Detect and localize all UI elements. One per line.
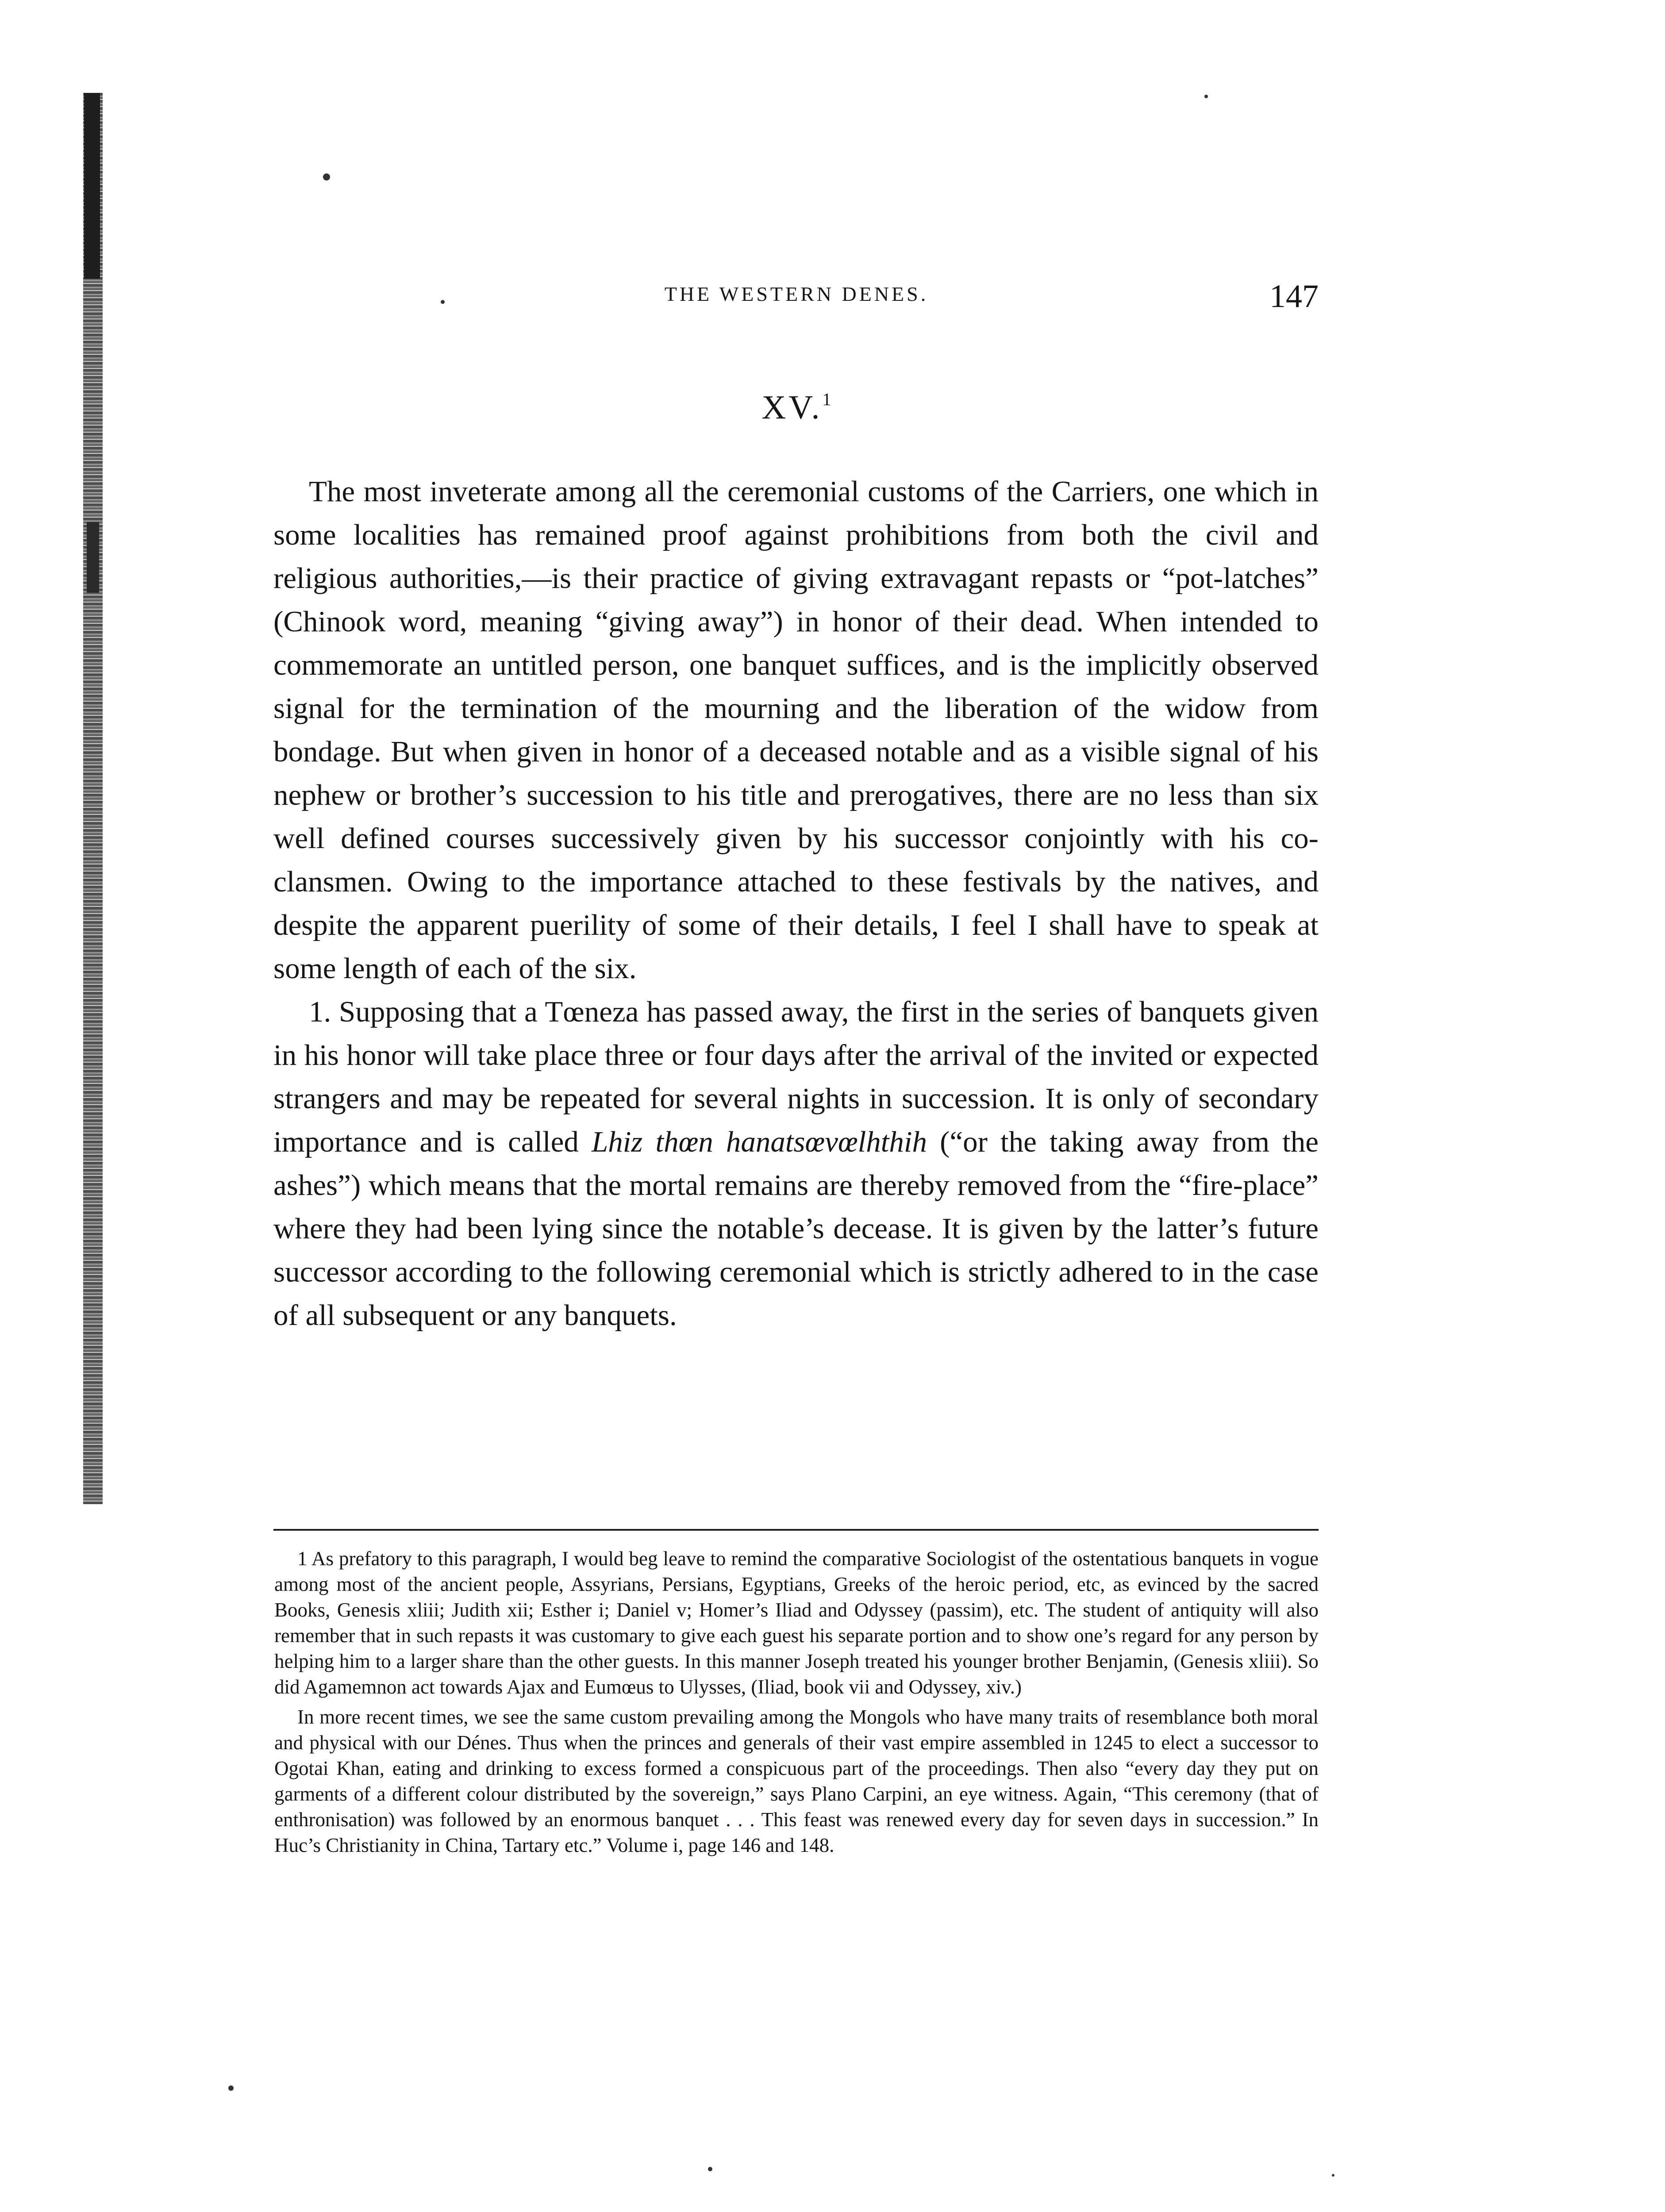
footnote-continuation: In more recent times, we see the same custom prevailing among the Mongols who have many traits of resemblance both moral and physical with our Dénes. Thus when the princes and generals of their vast empire assembled in 1245 to elect a successor to Ogotai Khan, eating and drinking to excess formed a conspicuous part of the proceedings. Then also “every day they put on garments of a different colour distributed by the sovereign,” says Plano Carpini, an eye witness. Again, “This ceremony (that of enthronisation) was followed by an enormous banquet . . . This feast was renewed every day for seven days in succession.” In Huc’s Christianity in China, Tartary etc.” Volume i, page 146 and 148. xyxy=(274,1706,1319,1856)
body-text xyxy=(273,470,1319,1337)
scan-speck xyxy=(228,2085,234,2091)
scan-speck xyxy=(1204,95,1208,98)
section-heading xyxy=(274,388,1319,427)
page-number: 147 xyxy=(1269,278,1319,315)
section-number: XV. xyxy=(761,389,823,426)
scan-speck xyxy=(708,2167,712,2171)
paragraph: The most inveterate among all the ceremonial customs of the Carriers, one which in some localities has remained proof against prohibitions from both the civil and religious authorities,—is their practice of giving extravagant repasts or “pot-latches” (Chinook word, meaning “giving away”) in honor of their dead. When intended to commemorate an untitled person, one banquet suffices, and is the implicitly observed signal for the termination of the mourning and the liberation of the widow from bondage. But when given in honor of a deceased notable and as a visible signal of his nephew or brother’s succession to his title and prerogatives, there are no less than six well defined courses successively given by his successor conjointly with his co-clansmen. Owing to the importance attached to these festivals by the natives, and despite the apparent puerility of some of their details, I feel I shall have to speak at some length of each of the six. xyxy=(273,475,1319,985)
paragraph-text: 1. Supposing that a Tœneza has passed away, the first in the series of banquets given in his honor will take place three or four days after the arrival of the invited or expected strangers and may be repeated for several nights in succession. It is only of secondary importance and is called xyxy=(273,995,1319,1158)
binding-shadow-top xyxy=(84,93,100,279)
footnotes xyxy=(274,1546,1319,1858)
scan-speck xyxy=(323,173,330,180)
scan-speck xyxy=(1332,2174,1334,2177)
binding-shadow-middle xyxy=(87,522,99,593)
footnote-reference: 1 xyxy=(822,389,831,409)
running-header xyxy=(274,278,1319,318)
footnote: 1 As prefatory to this paragraph, I would beg leave to remind the comparative Sociologist of the ostentatious banquets in vogue among most of the ancient people, Assyrians, Persians, Egyptians, Greeks of the heroic period, etc, as evinced by the sacred Books, Genesis xliii; Judith xii; Esther i; Daniel v; Homer’s Iliad and Odyssey (passim), etc. The student of antiquity will also remember that in such repasts it was customary to give each guest his separate portion and to show one’s regard for any person by helping him to a larger share than the other guests. In this manner Joseph treated his younger brother Benjamin, (Genesis xliii). So did Agamemnon act towards Ajax and Eumœus to Ulysses, (Iliad, book vii and Odyssey, xiv.) xyxy=(274,1548,1319,1698)
binding-edge xyxy=(83,93,103,1504)
italic-term: Lhiz thœn hanatsœvœlhthih xyxy=(591,1125,927,1158)
footnote-divider xyxy=(273,1529,1319,1531)
paragraph-text: (“or the taking away from the ashes”) which means that the mortal remains are thereby removed from the “fire-place” where they had been lying since the notable’s decease. It is given by the latter’s future successor according to the following ceremonial which is strictly adhered to in the case of all subsequent or any banquets. xyxy=(273,1125,1319,1332)
paragraph xyxy=(273,990,1319,1337)
running-title: THE WESTERN DENES. xyxy=(664,283,929,305)
